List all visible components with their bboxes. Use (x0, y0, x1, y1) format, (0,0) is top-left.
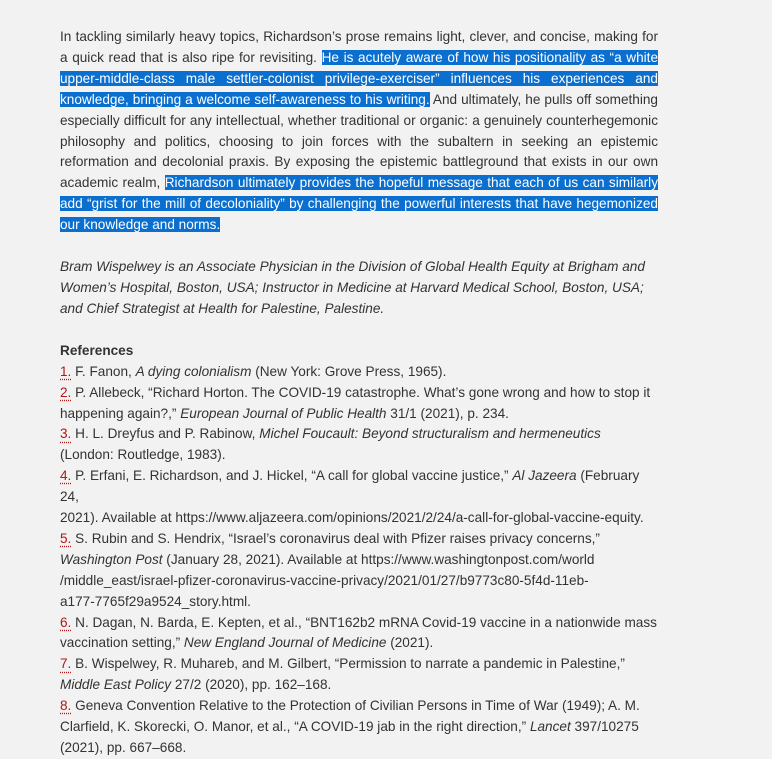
highlighted-text[interactable]: He is acutely aware of how his positionality as “a white upper-middle-class male settler-colonist privilege-exerciser” influences his experiences and knowledge, bringing a welcome self-awareness to his writing. (60, 49, 659, 107)
reference-item (60, 696, 658, 759)
reference-number-link[interactable]: 1. (60, 363, 72, 379)
bio-line: Women’s Hospital, Boston, USA; Instructor in Medicine at Harvard Medical School, Boston, USA; (60, 279, 644, 295)
reference-text: B. Wispelwey, R. Muhareb, and M. Gilbert, “Permission to narrate a pandemic in Palestine,” (71, 656, 625, 672)
references-section (60, 341, 658, 759)
reference-text: (2021), pp. 667–668. (60, 740, 187, 755)
reference-text: S. Rubin and S. Hendrix, “Israel’s coronavirus deal with Pfizer raises privacy concerns,” (71, 530, 600, 546)
reference-title: European Journal of Public Health (180, 405, 387, 421)
reference-text: /middle_east/israel-pfizer-coronavirus-vaccine-privacy/2021/01/27/b9773c80-5f4d-11eb- (60, 572, 589, 588)
author-bio (60, 257, 658, 320)
paragraph-text: In tackling similarly heavy topics, Richardson’s prose remains light, clever, and concise, making for a quick read that is also ripe for revisiting. (60, 29, 658, 65)
reference-title: A dying colonialism (135, 363, 252, 379)
reference-text: (London: Routledge, 1983). (60, 447, 226, 463)
highlighted-text[interactable]: Richardson ultimately provides the hopeful message that each of us can similarly add “grist for the mill of decoloniality” by challenging the powerful interests that have hegemonized our knowledge and norms. (60, 175, 658, 233)
reference-text: a177-7765f29a9524_story.html. (60, 593, 251, 609)
reference-text: (February 24, (60, 468, 640, 505)
review-paragraph (60, 27, 658, 236)
article-column (60, 27, 658, 759)
reference-text: (2021). (386, 635, 434, 651)
bio-line: and Chief Strategist at Health for Palestine, Palestine. (60, 300, 385, 316)
bio-line: Bram Wispelwey is an Associate Physician in the Division of Global Health Equity at Brigham and (60, 259, 645, 275)
reference-item (60, 383, 658, 425)
reference-text: (New York: Grove Press, 1965). (251, 363, 447, 379)
reference-text: H. L. Dreyfus and P. Rabinow, (71, 426, 260, 442)
reference-title: Lancet (529, 719, 571, 735)
reference-item (60, 466, 658, 529)
reference-number-link[interactable]: 5. (60, 530, 72, 546)
reference-item (60, 362, 658, 383)
reference-text: P. Erfani, E. Richardson, and J. Hickel, “A call for global vaccine justice,” (71, 468, 513, 484)
reference-item (60, 424, 658, 466)
reference-number-link[interactable]: 2. (60, 384, 72, 400)
reference-number-link[interactable]: 7. (60, 656, 72, 672)
reference-text: 31/1 (2021), p. 234. (386, 405, 509, 421)
references-heading: References (60, 342, 134, 358)
reference-title: Michel Foucault: Beyond structuralism and hermeneutics (259, 426, 601, 442)
reference-text: happening again?,” (60, 405, 181, 421)
reference-title: Washington Post (60, 551, 163, 567)
reference-text: 2021). Available at https://www.aljazeera.com/opinions/2021/2/24/a-call-for-global-vaccine-equity. (60, 510, 644, 526)
reference-text: P. Allebeck, “Richard Horton. The COVID-19 catastrophe. What’s gone wrong and how to stop it (71, 384, 651, 400)
paragraph-text: And ultimately, he pulls off something especially difficult for any intellectual, whether traditional or organic: a genuinely counterhegemonic philosophy and politics, choosing to join forces with the subaltern in seeking an epistemic reformation and decolonial praxis. By exposing the epistemic battleground that exists in our own academic realm, (60, 91, 658, 191)
reference-item (60, 529, 658, 613)
reference-text: N. Dagan, N. Barda, E. Kepten, et al., “BNT162b2 mRNA Covid-19 vaccine in a nationwide mass (71, 614, 657, 630)
reference-item (60, 613, 658, 655)
reference-title: Middle East Policy (60, 677, 172, 693)
reference-number-link[interactable]: 6. (60, 614, 72, 630)
reference-text: 27/2 (2020), pp. 162–168. (171, 677, 332, 693)
reference-item (60, 654, 658, 696)
reference-text: Geneva Convention Relative to the Protection of Civilian Persons in Time of War (1949); A. M. (71, 698, 640, 714)
reference-text: vaccination setting,” (60, 635, 184, 651)
reference-title: New England Journal of Medicine (183, 635, 387, 651)
reference-number-link[interactable]: 3. (60, 426, 72, 442)
reference-text: F. Fanon, (71, 363, 136, 379)
reference-text: Clarfield, K. Skorecki, O. Manor, et al., “A COVID-19 jab in the right direction,” (60, 719, 530, 735)
reference-number-link[interactable]: 4. (60, 468, 72, 484)
reference-title: Al Jazeera (512, 468, 577, 484)
reference-text: 397/10275 (570, 719, 639, 735)
reference-number-link[interactable]: 8. (60, 698, 72, 714)
reference-text: (January 28, 2021). Available at https://www.washingtonpost.com/world (162, 551, 595, 567)
